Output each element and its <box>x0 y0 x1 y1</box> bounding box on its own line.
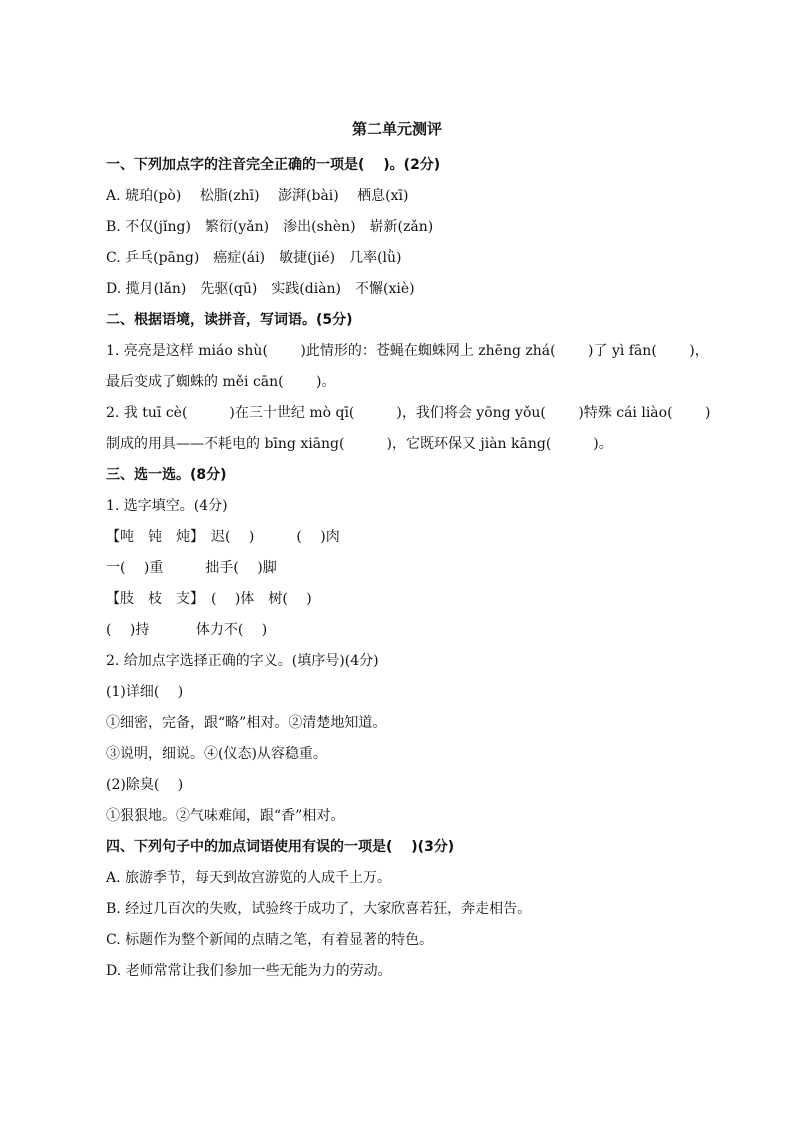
section-3-q2-item-2-options: ①狠狠地。②气味难闻，跟“香”相对。 <box>106 808 345 824</box>
section-4-option-d: D. 老师常常让我们参加一些无能为力的劳动。 <box>106 963 392 979</box>
section-4-option-c: C. 标题作为整个新闻的点睛之笔，有着显著的特色。 <box>106 932 434 948</box>
section-3-heading: 三、选一选。(8分) <box>106 467 227 483</box>
section-2-heading: 二、根据语境，读拼音，写词语。(5分) <box>106 312 353 328</box>
section-3-question-2: 2. 给加点字选择正确的字义。(填序号)(4分) <box>106 653 379 669</box>
section-4-option-b: B. 经过几百次的失败，试验终于成功了，大家欣喜若狂，奔走相告。 <box>106 901 532 917</box>
section-3-q2-item-1-options-2: ③说明，细说。④(仪态)从容稳重。 <box>106 746 327 762</box>
section-1-option-a: A. 琥珀(pò) 松脂(zhī) 澎湃(bài) 栖息(xī) <box>106 188 409 204</box>
section-3-q1-line-1: 【吨 钝 炖】 迟( ) ( )肉 <box>106 529 340 545</box>
section-3-q2-item-1-options-1: ①细密，完备，跟“略”相对。②清楚地知道。 <box>106 715 387 731</box>
section-3-q2-item-2: (2)除臭( ) <box>106 777 184 793</box>
section-1-option-c: C. 乒乓(pāng) 癌症(ái) 敏捷(jié) 几率(lǜ) <box>106 250 402 266</box>
section-3-question-1: 1. 选字填空。(4分) <box>106 498 228 514</box>
section-1-heading: 一、下列加点字的注音完全正确的一项是( )。(2分) <box>106 157 441 173</box>
page-title: 第二单元测评 <box>351 120 442 138</box>
section-3-q2-item-1: (1)详细( ) <box>106 684 184 700</box>
section-3-q1-line-4: ( )持 体力不( ) <box>106 622 268 638</box>
section-1-option-d: D. 揽月(lǎn) 先驱(qū) 实践(diàn) 不懈(xiè) <box>106 281 415 297</box>
section-2-paragraph-2: 2. 我 tuī cè( )在三十世纪 mò qī( )，我们将会 yōng yǒu( )特殊 cái liào( )制成的用具——不耗电的 bīng xiāng( )，它既环保又 jiàn kāng( )。 <box>106 405 711 452</box>
section-4-heading: 四、下列句子中的加点词语使用有误的一项是( )(3分) <box>106 839 455 855</box>
section-4-option-a: A. 旅游季节，每天到故宫游览的人成千上万。 <box>106 870 392 886</box>
section-3-q1-line-3: 【肢 枝 支】 ( )体 树( ) <box>106 591 312 607</box>
section-1-option-b: B. 不仅(jǐng) 繁衍(yǎn) 渗出(shèn) 崭新(zǎn) <box>106 219 434 235</box>
section-2-paragraph-1: 1. 亮亮是这样 miáo shù( )此情形的：苍蝇在蜘蛛网上 zhēng zhá( )了 yì fān( )，最后变成了蜘蛛的 měi cān( )。 <box>106 343 709 390</box>
section-3-q1-line-2: 一( )重 拙手( )脚 <box>106 560 277 576</box>
exam-content <box>106 150 720 987</box>
